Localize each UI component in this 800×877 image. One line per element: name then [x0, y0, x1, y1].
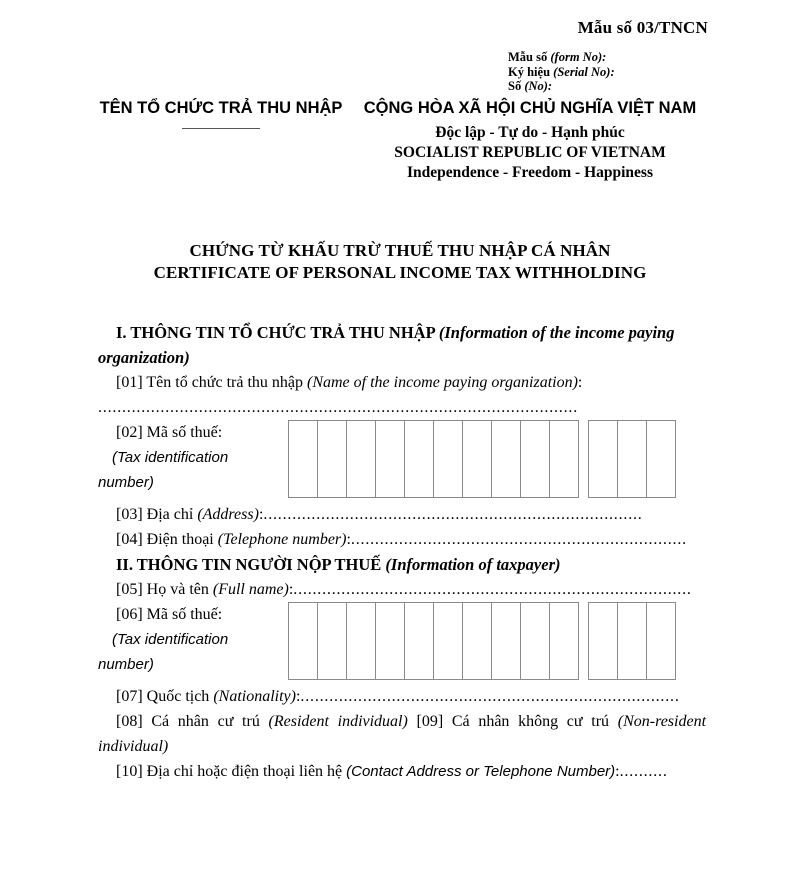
field-07-label-en: (Nationality) — [213, 688, 296, 705]
field-10-input-line[interactable]: .......... — [619, 763, 668, 780]
field-04-label-vi: [04] Điện thoại — [116, 531, 218, 548]
field-07-separator: : — [295, 688, 301, 705]
field-01-input-line[interactable]: .................................................................................................... — [98, 399, 578, 416]
field-02-tin-boxes — [288, 420, 676, 498]
field-07-nationality — [98, 684, 706, 709]
field-01-organization-name — [98, 370, 706, 420]
tin-cell[interactable] — [317, 420, 347, 498]
form-meta-en: (form No): — [550, 50, 607, 64]
field-03-label-en: (Address) — [197, 506, 259, 523]
form-meta-en: (No): — [524, 79, 553, 93]
section-heading-vi: I. THÔNG TIN TỔ CHỨC TRẢ THU NHẬP — [116, 323, 439, 342]
section-heading-en: (Information of the income paying organization) — [98, 323, 675, 367]
tin-cell[interactable] — [462, 602, 492, 680]
field-02-tax-identification-number — [98, 420, 706, 502]
tin-cell[interactable] — [288, 602, 318, 680]
form-meta-row — [508, 50, 615, 65]
tin-cell[interactable] — [404, 602, 434, 680]
field-02-label-en-line1: (Tax identification — [112, 449, 229, 466]
tin-cell[interactable] — [375, 420, 405, 498]
field-01-label-en: (Name of the income paying organization) — [306, 374, 578, 391]
section-heading-organization-info — [98, 320, 706, 370]
field-03-separator: : — [258, 506, 264, 523]
field-03-address — [98, 502, 706, 527]
section-heading-vi: II. THÔNG TIN NGƯỜI NỘP THUẾ — [116, 555, 386, 574]
form-body — [98, 320, 706, 784]
field-03-label-vi: [03] Địa chỉ — [116, 506, 198, 523]
field-06-label-en-line2: number) — [98, 656, 154, 673]
field-06-tin-boxes — [288, 602, 676, 680]
tin-cell[interactable] — [346, 420, 376, 498]
form-meta-vi: Ký hiệu — [508, 64, 554, 79]
organization-title-text: TÊN TỔ CHỨC TRẢ THU NHẬP — [99, 99, 343, 117]
field-07-input-line[interactable]: ............................................................................... — [300, 688, 680, 705]
document-title-vi: CHỨNG TỪ KHẤU TRỪ THUẾ THU NHẬP CÁ NHÂN — [189, 241, 611, 260]
income-paying-organization-title — [96, 98, 346, 129]
title-divider — [182, 128, 260, 129]
field-05-full-name — [98, 577, 706, 602]
field-04-input-line[interactable]: ...................................................................... — [350, 531, 687, 548]
field-09-label-en: (Non-resident individual) — [98, 713, 707, 755]
nation-name-en: SOCIALIST REPUBLIC OF VIETNAM — [394, 144, 666, 161]
national-heading — [360, 98, 700, 183]
field-09-label-vi: [09] Cá nhân không cư trú — [407, 713, 618, 730]
tin-cell[interactable] — [588, 420, 618, 498]
form-number-heading: Mẫu số 03/TNCN — [577, 18, 708, 37]
national-motto-vi: Độc lập - Tự do - Hạnh phúc — [435, 124, 625, 141]
field-05-label-vi: [05] Họ và tên — [116, 581, 213, 598]
field-08-label-vi: [08] Cá nhân cư trú — [116, 713, 269, 730]
field-08-09-residency-status — [98, 709, 706, 759]
tin-cell[interactable] — [288, 420, 318, 498]
field-06-tax-identification-number — [98, 602, 706, 684]
field-04-separator: : — [346, 531, 351, 548]
tin-cell[interactable] — [462, 420, 492, 498]
tin-cell[interactable] — [375, 602, 405, 680]
tin-cell[interactable] — [346, 602, 376, 680]
field-02-tin-group-branch — [588, 420, 676, 498]
field-07-label-vi: [07] Quốc tịch — [116, 688, 214, 705]
field-04-telephone — [98, 527, 706, 552]
field-01-separator: : — [577, 374, 583, 391]
form-meta-vi: Mẫu số — [508, 50, 551, 64]
form-meta-row — [508, 65, 615, 80]
tin-cell[interactable] — [549, 602, 579, 680]
form-meta-row — [508, 79, 615, 94]
field-08-label-en: (Resident individual) — [268, 713, 408, 730]
tin-cell[interactable] — [588, 602, 618, 680]
tin-cell[interactable] — [491, 602, 521, 680]
tin-cell[interactable] — [317, 602, 347, 680]
tin-cell[interactable] — [646, 420, 676, 498]
tin-cell[interactable] — [520, 420, 550, 498]
nation-name-vi: CỘNG HÒA XÃ HỘI CHỦ NGHĨA VIỆT NAM — [363, 99, 697, 117]
field-06-label-en-line1: (Tax identification — [112, 631, 229, 648]
field-06-label-vi: [06] Mã số thuế: — [116, 606, 223, 623]
national-motto-en: Independence - Freedom - Happiness — [406, 164, 653, 181]
field-05-input-line[interactable]: ................................................................................... — [293, 581, 692, 598]
tin-cell[interactable] — [646, 602, 676, 680]
form-meta-vi: Số — [508, 79, 525, 93]
field-06-tin-group-primary — [288, 602, 579, 680]
tin-cell[interactable] — [549, 420, 579, 498]
field-02-label-vi: [02] Mã số thuế: — [116, 424, 223, 441]
section-heading-taxpayer-info — [98, 552, 706, 577]
field-02-label — [98, 420, 283, 495]
form-metadata-block — [508, 50, 615, 94]
tin-cell[interactable] — [491, 420, 521, 498]
tin-cell[interactable] — [617, 420, 647, 498]
field-10-label-vi: [10] Địa chỉ hoặc điện thoại liên hệ — [116, 763, 347, 780]
page-title — [0, 240, 800, 284]
field-04-label-en: (Telephone number) — [217, 531, 347, 548]
field-05-label-en: (Full name) — [212, 581, 289, 598]
field-05-separator: : — [288, 581, 294, 598]
document-title-en: CERTIFICATE OF PERSONAL INCOME TAX WITHHOLDING — [153, 263, 647, 282]
tin-cell[interactable] — [433, 420, 463, 498]
field-06-tin-group-branch — [588, 602, 676, 680]
field-06-label — [98, 602, 283, 677]
tin-cell[interactable] — [520, 602, 550, 680]
section-heading-en: (Information of taxpayer) — [385, 555, 561, 574]
field-02-label-en-line2: number) — [98, 474, 154, 491]
tin-cell[interactable] — [617, 602, 647, 680]
form-meta-en: (Serial No): — [553, 64, 615, 79]
field-03-input-line[interactable]: ............................................................................... — [263, 506, 643, 523]
field-10-separator: : — [615, 763, 620, 780]
field-01-label-vi: [01] Tên tổ chức trả thu nhập — [116, 374, 307, 391]
tin-cell[interactable] — [433, 602, 463, 680]
field-10-contact-address — [98, 759, 706, 784]
field-10-label-en: (Contact Address or Telephone Number) — [346, 763, 616, 780]
field-02-tin-group-primary — [288, 420, 579, 498]
tin-cell[interactable] — [404, 420, 434, 498]
